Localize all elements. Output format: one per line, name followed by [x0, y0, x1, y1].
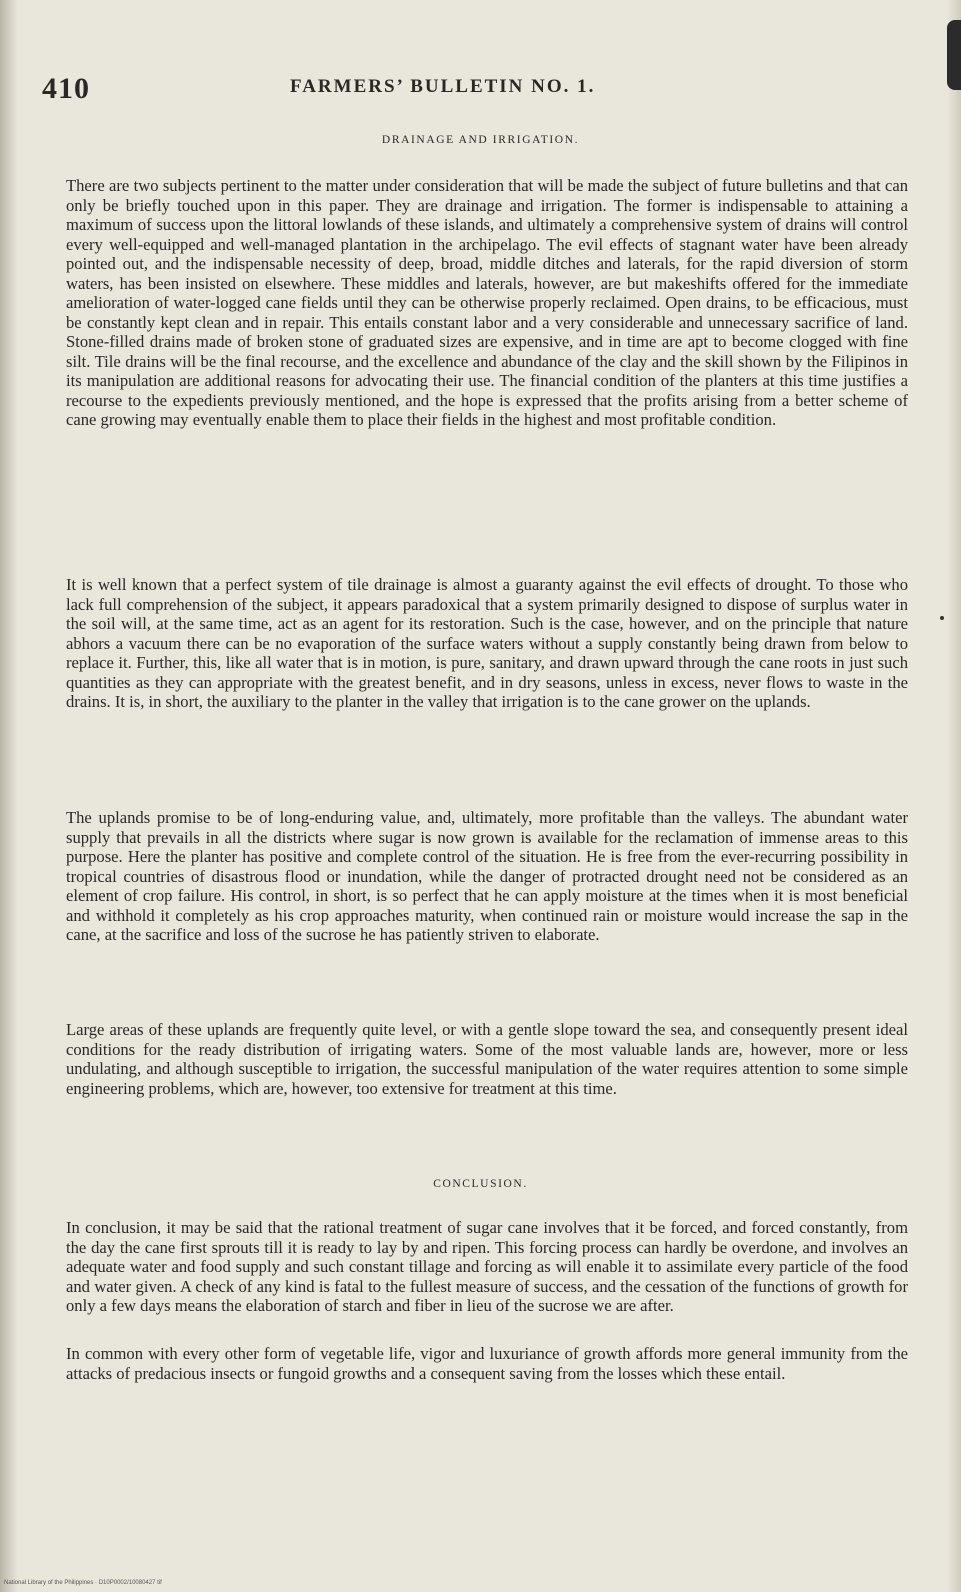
page-edge-shadow	[947, 0, 961, 1592]
paragraph-tile-drainage: It is well known that a perfect system of tile drainage is almost a guaranty against the evil effects of drought. To those who lack full comprehension of the subject, it appears paradoxical that a system primarily designed to dispose of surplus water in the soil will, at the same time, act as an agent for its restoration. Such is the case, however, and on the principle that nature abhors a vacuum there can be no evaporation of the surface waters without a supply constantly being drawn from below to replace it. Further, this, like all water that is in motion, is pure, sanitary, and drawn upward through the cane roots in just such quantities as they can appropriate with the greatest benefit, and in dry seasons, unless in excess, never flows to waste in the drains. It is, in short, the auxiliary to the planter in the valley that irrigation is to the cane grower on the uplands.	[66, 575, 908, 711]
section-heading-drainage: DRAINAGE AND IRRIGATION.	[381, 134, 580, 146]
paragraph-upland-irrigation: Large areas of these uplands are frequently quite level, or with a gentle slope toward the sea, and consequently present ideal conditions for the ready distribution of irrigating waters. Some of the most valuable lands are, however, more or less undulating, and although susceptible to irrigation, the successful manipulation of the water requires attention to some simple engineering problems, which are, however, too extensive for treatment at this time.	[66, 1020, 908, 1098]
paragraph-drainage: There are two subjects pertinent to the matter under consideration that will be made the subject of future bulletins and that can only be briefly touched upon in this paper. They are drainage and irrigation. The former is indispensable to attaining a maximum of success upon the littoral lowlands of these islands, and ultimately a comprehensive system of drains will control every well-equipped and well-managed plantation in the archipelago. The evil effects of stagnant water have been already pointed out, and the indispensable necessity of deep, broad, middle ditches and laterals, for the rapid diversion of storm waters, has been insisted on elsewhere. These middles and laterals, however, are but makeshifts offered for the immediate amelioration of water-logged cane fields until they can be otherwise properly reclaimed. Open drains, to be efficacious, must be constantly kept clean and in repair. This entails constant labor and a very considerable and unnecessary sacrifice of land. Stone-filled drains made of broken stone of graduated sizes are expensive, and in time are apt to become clogged with fine silt. Tile drains will be the final recourse, and the excellence and abundance of the clay and the skill shown by the Filipinos in its manipulation are additional reasons for advocating their use. The financial condition of the planters at this time justifies a recourse to the expedients previously mentioned, and the hope is expressed that the profits arising from a better scheme of cane growing may eventually enable them to place their fields in the highest and most profitable condition.	[66, 176, 908, 429]
scan-footer-note: National Library of the Philippines · D10P0002/10080427 tif	[4, 1580, 162, 1586]
scan-speck	[940, 616, 944, 620]
paragraph-conclusion: In conclusion, it may be said that the rational treatment of sugar cane involves that it be forced, and forced constantly, from the day the cane first sprouts till it is ready to lay by and ripen. This forcing process can hardly be overdone, and involves an adequate water and food supply and such constant tillage and forcing as will enable it to assimilate every particle of the food and water given. A check of any kind is fatal to the fullest measure of success, and the cessation of the functions of growth for only a few days means the elaboration of starch and fiber in lieu of the sucrose we are after.	[66, 1218, 908, 1315]
page-number: 410	[42, 72, 90, 105]
page-edge-shadow	[0, 0, 18, 1592]
scan-margin-mark	[947, 20, 961, 90]
paragraph-uplands: The uplands promise to be of long-enduring value, and, ultimately, more profitable than the valleys. The abundant water supply that prevails in all the districts where sugar is now grown is available for the reclamation of immense areas to this purpose. Here the planter has positive and complete control of the situation. He is free from the ever-recurring possibility in tropical countries of disastrous flood or inundation, while the danger of protracted drought need not be considered as an element of crop failure. His control, in short, is so perfect that he can apply moisture at the times when it is most beneficial and withhold it completely as his crop approaches maturity, when continued rain or moisture would increase the sap in the cane, at the sacrifice and loss of the sucrose he has patiently striven to elaborate.	[66, 808, 908, 944]
running-head: FARMERS’ BULLETIN NO. 1.	[290, 76, 596, 97]
paragraph-vigor: In common with every other form of vegetable life, vigor and luxuriance of growth affords more general immunity from the attacks of predacious insects or fungoid growths and a consequent saving from the losses which these entail.	[66, 1344, 908, 1383]
section-heading-conclusion: CONCLUSION.	[433, 1178, 528, 1190]
